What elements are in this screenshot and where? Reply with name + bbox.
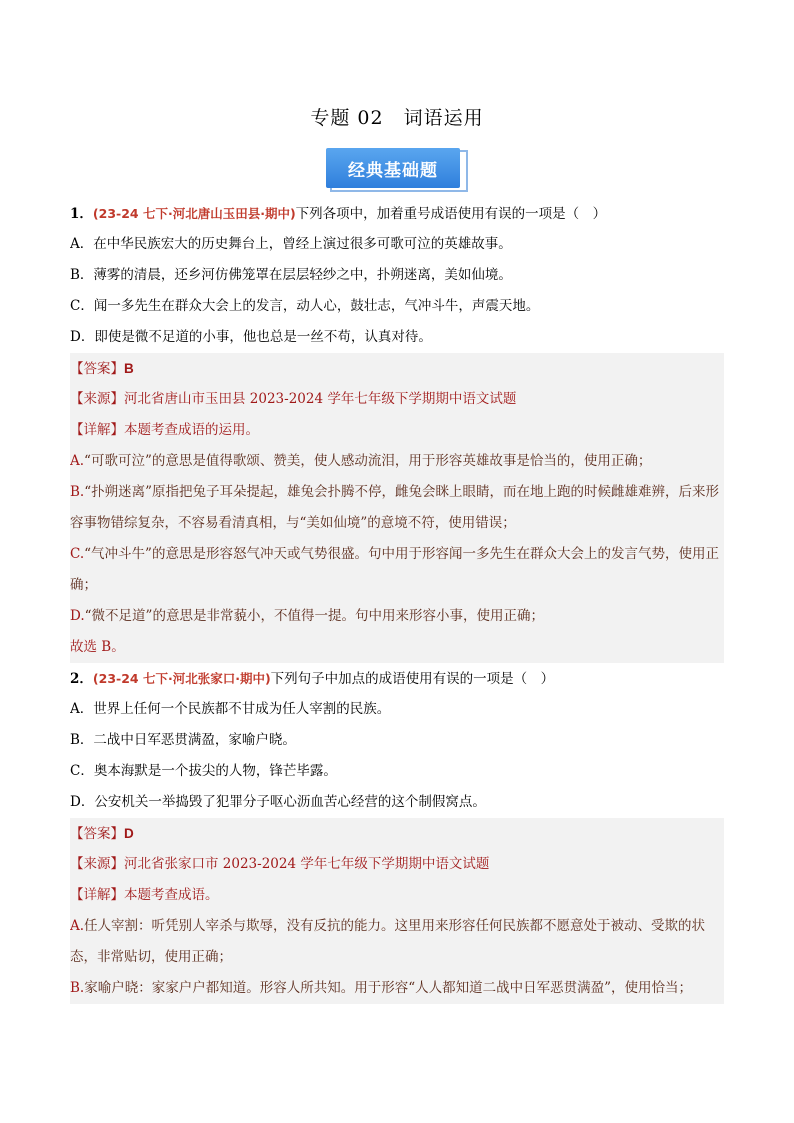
source-line bbox=[70, 384, 724, 415]
answer-value: D bbox=[124, 826, 134, 841]
explanation-a bbox=[70, 911, 724, 973]
question-number: 2． bbox=[70, 671, 93, 687]
explanation-c bbox=[70, 539, 724, 601]
question-source: (23-24 七下·河北张家口·期中) bbox=[92, 671, 271, 686]
option-c: C．闻一多先生在群众大会上的发言，动人心，鼓壮志，气冲斗牛，声震天地。 bbox=[70, 298, 540, 314]
option-c: C．奥本海默是一个拔尖的人物，锋芒毕露。 bbox=[70, 763, 337, 779]
option-d: D．公安机关一举捣毁了犯罪分子呕心沥血苦心经营的这个制假窝点。 bbox=[70, 794, 486, 810]
answer-block-1 bbox=[70, 353, 724, 663]
explanation-b bbox=[70, 477, 724, 539]
option-d: D．即使是微不足道的小事，他也总是一丝不苟，认真对待。 bbox=[70, 329, 432, 345]
detail-line bbox=[70, 415, 724, 446]
detail-line bbox=[70, 880, 724, 911]
questions-content bbox=[70, 198, 724, 1004]
detail-text: 本题考查成语的运用。 bbox=[124, 422, 259, 438]
answer-value: B bbox=[124, 361, 134, 376]
explanation-text: “可歌可泣”的意思是值得歌颂、赞美，使人感动流泪，用于形容英雄故事是恰当的，使用正确； bbox=[84, 453, 652, 469]
page-title: 专题 02 词语运用 bbox=[310, 107, 484, 129]
section-badge bbox=[324, 146, 470, 194]
detail-label: 【详解】 bbox=[70, 887, 124, 903]
detail-text: 本题考查成语。 bbox=[124, 887, 219, 903]
explanation-b bbox=[70, 973, 724, 1004]
detail-label: 【详解】 bbox=[70, 422, 124, 438]
answer-line bbox=[70, 353, 724, 384]
explanation-letter: A. bbox=[70, 918, 85, 934]
question-1-stem bbox=[70, 198, 724, 229]
conclusion-line: 故选 B。 bbox=[70, 639, 125, 655]
explanation-a bbox=[70, 446, 724, 477]
explanation-letter: C. bbox=[70, 546, 85, 562]
option-b: B．薄雾的清晨，还乡河仿佛笼罩在层层轻纱之中，扑朔迷离，美如仙境。 bbox=[70, 267, 512, 283]
question-number: 1． bbox=[70, 206, 93, 222]
option-a: A．世界上任何一个民族都不甘成为任人宰割的民族。 bbox=[70, 701, 391, 717]
source-label: 【来源】 bbox=[70, 856, 124, 872]
answer-block-2 bbox=[70, 818, 724, 1004]
answer-line bbox=[70, 818, 724, 849]
source-line bbox=[70, 849, 724, 880]
option-a: A．在中华民族宏大的历史舞台上，曾经上演过很多可歌可泣的英雄故事。 bbox=[70, 236, 512, 252]
question-2-stem bbox=[70, 663, 724, 694]
source-text: 河北省张家口市 2023-2024 学年七年级下学期期中语文试题 bbox=[124, 856, 490, 872]
question-text: 下列各项中，加着重号成语使用有误的一项是（ ） bbox=[295, 206, 607, 222]
explanation-letter: A. bbox=[70, 453, 85, 469]
explanation-d bbox=[70, 601, 724, 632]
question-source: (23-24 七下·河北唐山玉田县·期中) bbox=[92, 206, 296, 221]
explanation-text: 任人宰割：听凭别人宰杀与欺辱，没有反抗的能力。这里用来形容任何民族都不愿意处于被动、受欺的状态，非常贴切，使用正确； bbox=[70, 918, 706, 965]
explanation-text: “气冲斗牛”的意思是形容怒气冲天或气势很盛。句中用于形容闻一多先生在群众大会上的发言气势，使用正确； bbox=[70, 546, 719, 593]
explanation-text: 家喻户晓：家家户户都知道。形容人所共知。用于形容“人人都知道二战中日军恶贯满盈”，使用恰当； bbox=[84, 980, 693, 996]
explanation-letter: D. bbox=[70, 608, 85, 624]
explanation-text: “扑朔迷离”原指把兔子耳朵提起，雄兔会扑腾不停，雌兔会眯上眼睛，而在地上跑的时候雌雄难辨，后来形容事物错综复杂，不容易看清真相，与“美如仙境”的意境不符，使用错误； bbox=[70, 484, 720, 531]
badge-label: 经典基础题 bbox=[326, 148, 460, 188]
source-label: 【来源】 bbox=[70, 391, 124, 407]
answer-label: 【答案】 bbox=[70, 361, 124, 377]
source-text: 河北省唐山市玉田县 2023-2024 学年七年级下学期期中语文试题 bbox=[124, 391, 517, 407]
explanation-letter: B. bbox=[70, 484, 85, 500]
option-b: B．二战中日军恶贯满盈，家喻户晓。 bbox=[70, 732, 296, 748]
answer-label: 【答案】 bbox=[70, 826, 124, 842]
explanation-letter: B. bbox=[70, 980, 85, 996]
explanation-text: “微不足道”的意思是非常藐小，不值得一提。句中用来形容小事，使用正确； bbox=[84, 608, 544, 624]
question-text: 下列句子中加点的成语使用有误的一项是（ ） bbox=[270, 671, 555, 687]
